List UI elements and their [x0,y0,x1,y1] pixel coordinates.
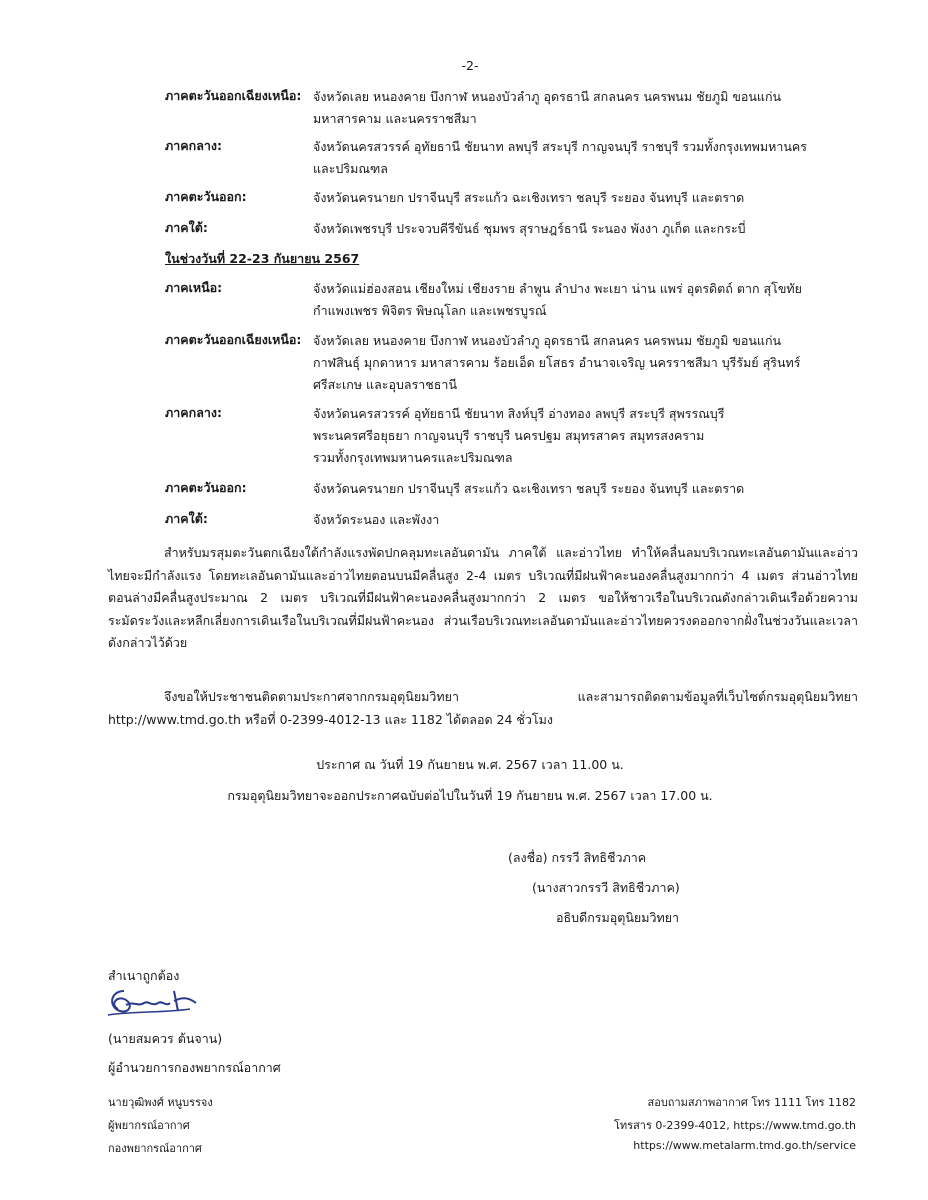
certified-position: ผู้อำนวยการกองพยากรณ์อากาศ [108,1060,281,1075]
handwritten-signature [104,985,214,1019]
announcement-date: ประกาศ ณ วันที่ 19 กันยายน พ.ศ. 2567 เวลา 11.00 น. [316,757,624,772]
marine-warning-paragraph: สำหรับมรสุมตะวันตกเฉียงใต้กำลังแรงพัดปกคลุมทะเลอันดามัน ภาคใต้ และอ่าวไทย ทำให้คลื่นลมบริเวณทะเลอันดามันและอ่าวไทยจะมีกำลังแรง โดยทะเลอันดามันและอ่าวไทยตอนบนมีคลื่นสูง 2-4 เมตร บริเวณที่มีฝนฟ้าคะนองคลื่นสูงมากกว่า 4 เมตร ส่วนอ่าวไทยตอนล่างมีคลื่นสูงประมาณ 2 เมตร บริเวณที่มีฝนฟ้าคะนองคลื่นสูงมากกว่า 2 เมตร ขอให้ชาวเรือในบริเวณดังกล่าวเดินเรือด้วยความระมัดระวังและหลีกเลี่ยงการเดินเรือในบริเวณที่มีฝนฟ้าคะนอง ส่วนเรือบริเวณทะเลอันดามันและอ่าวไทยควรงดออกจากฝั่งในช่วงวันและเวลาดังกล่าวไว้ด้วย [108,545,858,650]
footer-phone: สอบถามสภาพอากาศ โทร 1111 โทร 1182 [647,1096,856,1109]
certified-heading: สำเนาถูกต้อง [108,968,180,983]
region-south-2 [165,509,855,531]
region-label: ภาคใต้: [165,220,208,235]
region-north-2 [165,278,855,322]
region-provinces: จังหวัดเลย หนองคาย บึงกาฬ หนองบัวลำภู อุดรธานี สกลนคร นครพนม ชัยภูมิ ขอนแก่น มหาสารคาม และนครราชสีมา [313,89,782,126]
region-provinces: จังหวัดเลย หนองคาย บึงกาฬ หนองบัวลำภู อุดรธานี สกลนคร นครพนม ชัยภูมิ ขอนแก่น กาฬสินธุ์ มุกดาหาร มหาสารคาม ร้อยเอ็ด ยโสธร อำนาจเจริญ นครราชสีมา บุรีรัมย์ สุรินทร์ ศรีสะเกษ และอุบลราชธานี [313,333,801,392]
certified-name: (นายสมควร ต้นจาน) [108,1031,223,1046]
footer-forecaster-division: กองพยากรณ์อากาศ [108,1142,202,1155]
region-label: ภาคตะวันออก: [165,480,247,495]
footer-forecaster-name: นายวุฒิพงศ์ หนูบรรจง [108,1096,213,1109]
region-label: ภาคใต้: [165,511,208,526]
signatory-position: อธิบดีกรมอุตุนิยมวิทยา [556,910,680,925]
signatory-name: (นางสาวกรรวี สิทธิชีวภาค) [532,880,680,895]
region-provinces: จังหวัดแม่ฮ่องสอน เชียงใหม่ เชียงราย ลำพูน ลำปาง พะเยา น่าน แพร่ อุตรดิตถ์ ตาก สุโขทัย กำแพงเพชร พิจิตร พิษณุโลก และเพชรบูรณ์ [313,281,802,318]
footer-fax-web: โทรสาร 0-2399-4012, https://www.tmd.go.th [614,1119,856,1132]
period-heading: ในช่วงวันที่ 22-23 กันยายน 2567 [165,251,360,266]
region-provinces: จังหวัดเพชรบุรี ประจวบคีรีขันธ์ ชุมพร สุราษฎร์ธานี ระนอง พังงา ภูเก็ต และกระบี่ [313,221,746,236]
page-number: -2- [461,58,479,73]
region-label: ภาคตะวันออก: [165,189,247,204]
region-provinces: จังหวัดนครนายก ปราจีนบุรี สระแก้ว ฉะเชิงเทรา ชลบุรี ระยอง จันทบุรี และตราด [313,481,745,496]
region-south-1 [165,218,855,240]
region-central-2 [165,403,855,469]
region-label: ภาคกลาง: [165,405,222,420]
region-east-1 [165,187,855,209]
region-provinces: จังหวัดนครสวรรค์ อุทัยธานี ชัยนาท สิงห์บุรี อ่างทอง ลพบุรี สระบุรี สุพรรณบุรี พระนครศรีอยุธยา กาญจนบุรี ราชบุรี นครปฐม สมุทรสาคร สมุทรสงคราม รวมทั้งกรุงเทพมหานครและปริมณฑล [313,406,725,465]
region-label: ภาคตะวันออกเฉียงเหนือ: [165,332,302,347]
region-east-2 [165,478,855,500]
footer-metalarm-link[interactable]: https://www.metalarm.tmd.go.th/service [633,1139,856,1152]
region-provinces: จังหวัดนครนายก ปราจีนบุรี สระแก้ว ฉะเชิงเทรา ชลบุรี ระยอง จันทบุรี และตราด [313,190,745,205]
region-northeast-1 [165,86,855,130]
signatory-signed: (ลงชื่อ) กรรวี สิทธิชีวภาค [508,850,647,865]
footer-forecaster-role: ผู้พยากรณ์อากาศ [108,1119,190,1132]
follow-paragraph: จึงขอให้ประชาชนติดตามประกาศจากกรมอุตุนิยมวิทยา และสามารถติดตามข้อมูลที่เว็บไซต์กรมอุตุนิยมวิทยา http://www.tmd.go.th หรือที่ 0-2399-4012-13 และ 1182 ได้ตลอด 24 ชั่วโมง [108,689,858,727]
region-northeast-2 [165,330,855,396]
next-announcement: กรมอุตุนิยมวิทยาจะออกประกาศฉบับต่อไปในวันที่ 19 กันยายน พ.ศ. 2567 เวลา 17.00 น. [227,788,713,803]
region-provinces: จังหวัดระนอง และพังงา [313,512,440,527]
region-label: ภาคเหนือ: [165,280,223,295]
region-central-1 [165,136,855,180]
region-label: ภาคกลาง: [165,138,222,153]
region-label: ภาคตะวันออกเฉียงเหนือ: [165,88,302,103]
region-provinces: จังหวัดนครสวรรค์ อุทัยธานี ชัยนาท ลพบุรี สระบุรี กาญจนบุรี ราชบุรี รวมทั้งกรุงเทพมหานคร และปริมณฑล [313,139,808,176]
